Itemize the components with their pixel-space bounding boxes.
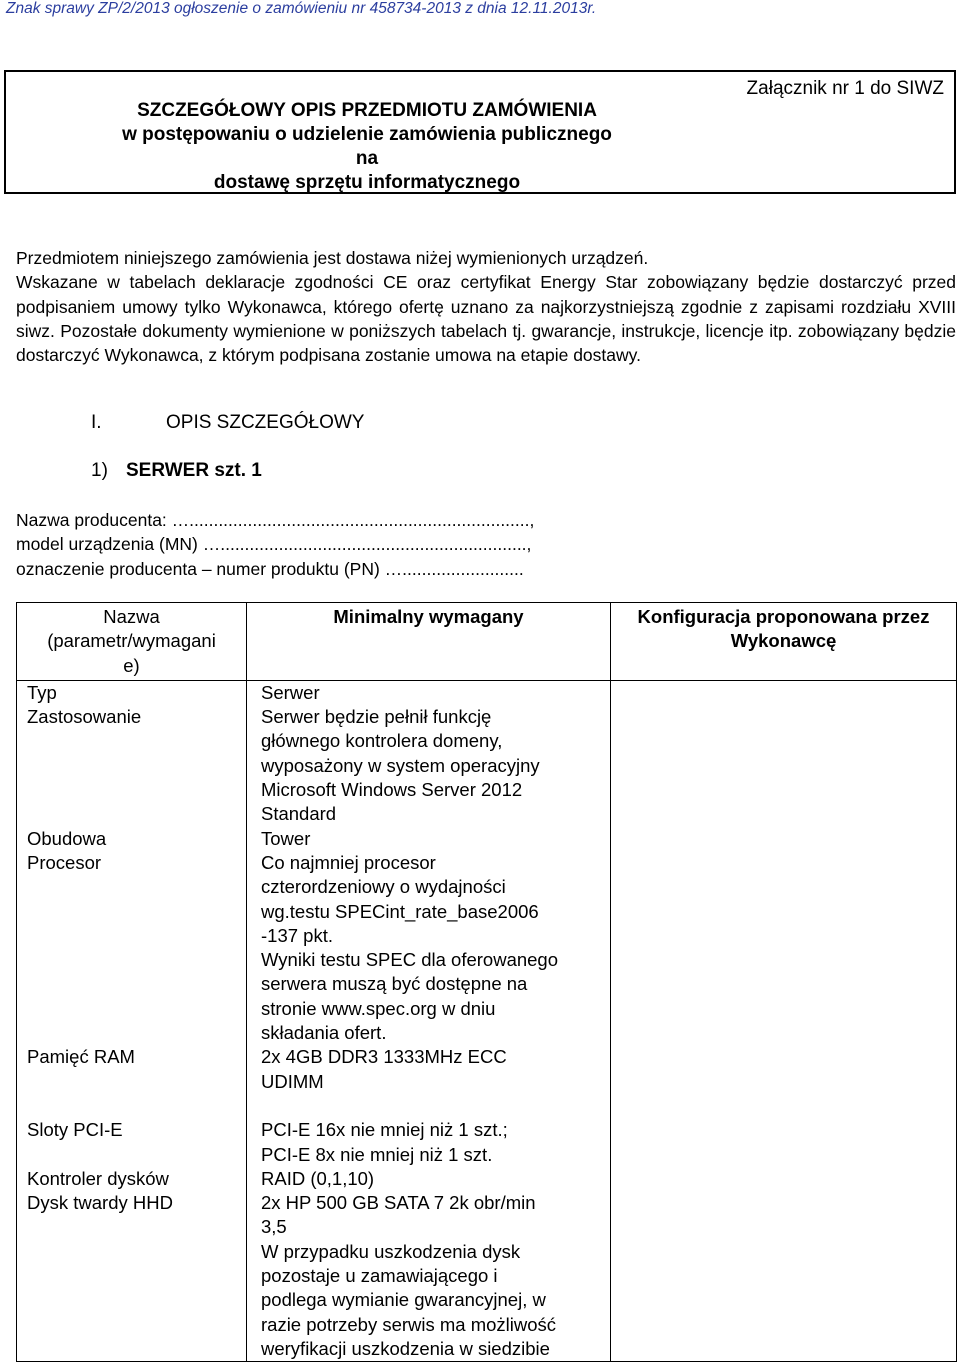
annex-label: Załącznik nr 1 do SIWZ xyxy=(746,78,944,99)
requirement-line: czterordzeniowy o wydajności xyxy=(261,876,506,898)
header-line: Konfiguracja proponowana przez xyxy=(637,606,930,627)
item-number: 1) xyxy=(91,460,108,481)
case-reference-note: Znak sprawy ZP/2/2013 ogłoszenie o zamówieniu nr 458734-2013 z dnia 12.11.2013r. xyxy=(6,0,597,17)
requirement-line: wg.testu SPECint_rate_base2006 xyxy=(261,900,539,922)
intro-paragraph: Wskazane w tabelach deklaracje zgodności CE oraz certyfikat Energy Star zobowiązany będzie dostarczyć przed podpisaniem umowy tylko Wykonawca, którego ofertę uznano za najkorzystniejszą zgodnie z zapisami rozdziału XVIII siwz. Pozostałe dokumenty wymienione w poniższych tabelach tj. gwarancje, instrukcje, licencje itp. zobowiązany będzie dostarczyć Wykonawca, z którym podpisana zostanie umowa na etapie dostawy. xyxy=(16,272,956,366)
requirement-line: 2x 4GB DDR3 1333MHz ECC xyxy=(261,1046,507,1068)
requirement-line: Co najmniej procesor xyxy=(261,851,436,873)
minimum-requirement xyxy=(247,680,611,705)
requirement-line: PCI-E 8x nie mniej niż 1 szt. xyxy=(261,1143,493,1165)
minimum-requirement xyxy=(247,705,611,826)
minimum-requirement xyxy=(247,1118,611,1167)
requirement-line: weryfikacji uszkodzenia w siedzibie xyxy=(261,1337,550,1359)
title-line: w postępowaniu o udzielenie zamówienia publicznego xyxy=(122,124,612,145)
requirement-line: UDIMM xyxy=(261,1070,324,1092)
parameter-name: Dysk twardy HHD xyxy=(17,1191,247,1362)
requirement-line: podlega wymianie gwarancyjnej, w xyxy=(261,1289,546,1311)
minimum-requirement xyxy=(247,851,611,1045)
header-line: e) xyxy=(123,654,140,676)
table-row xyxy=(17,705,957,826)
proposed-value-cell[interactable] xyxy=(611,1167,957,1191)
field-line: model urządzenia (MN) …..............................................................., xyxy=(16,534,532,555)
proposed-value-cell[interactable] xyxy=(611,1118,957,1167)
requirement-line: Standard xyxy=(261,803,337,825)
table-row xyxy=(17,851,957,1045)
intro-text xyxy=(16,246,956,367)
proposed-value-cell[interactable] xyxy=(611,851,957,1045)
requirement-line: 3,5 xyxy=(261,1216,287,1238)
requirement-line: RAID (0,1,10) xyxy=(261,1167,375,1189)
parameter-name: Typ xyxy=(17,680,247,705)
title-line: SZCZEGÓŁOWY OPIS PRZEDMIOTU ZAMÓWIENIA xyxy=(137,100,597,121)
section-title: OPIS SZCZEGÓŁOWY xyxy=(166,412,365,433)
header-line: Nazwa xyxy=(103,606,160,627)
requirement-line: Serwer będzie pełnił funkcję xyxy=(261,706,492,728)
header-proposed-config xyxy=(611,603,957,681)
requirement-line: stronie www.spec.org w dniu xyxy=(261,997,496,1019)
requirement-line: 2x HP 500 GB SATA 7 2k obr/min xyxy=(261,1192,536,1214)
table-row xyxy=(17,1167,957,1191)
proposed-value-cell[interactable] xyxy=(611,1045,957,1118)
requirement-line: składania ofert. xyxy=(261,1022,387,1044)
proposed-value-cell[interactable] xyxy=(611,680,957,705)
title-line: na xyxy=(355,148,379,169)
parameter-name: Zastosowanie xyxy=(17,705,247,826)
requirement-line: razie potrzeby serwis ma możliwość xyxy=(261,1313,557,1335)
requirement-line xyxy=(261,1094,610,1118)
header-line: Wykonawcę xyxy=(730,630,837,652)
table-row xyxy=(17,1118,957,1167)
requirement-line: wyposażony w system operacyjny xyxy=(261,754,540,776)
proposed-value-cell[interactable] xyxy=(611,827,957,851)
spec-table xyxy=(16,602,957,1362)
requirement-line: W przypadku uszkodzenia dysk xyxy=(261,1240,521,1262)
requirement-line: Wyniki testu SPEC dla oferowanego xyxy=(261,949,559,971)
title-box xyxy=(4,70,956,194)
requirement-line: pozostaje u zamawiającego i xyxy=(261,1265,498,1287)
parameter-name: Kontroler dysków xyxy=(17,1167,247,1191)
document-title xyxy=(6,99,956,195)
table-header-row xyxy=(17,603,957,681)
header-line: Minimalny wymagany xyxy=(333,606,524,627)
intro-paragraph: Przedmiotem niniejszego zamówienia jest dostawa niżej wymienionych urządzeń. xyxy=(16,248,649,268)
table-row xyxy=(17,1045,957,1118)
header-parameter xyxy=(17,603,247,681)
requirement-line: Tower xyxy=(261,827,311,849)
minimum-requirement xyxy=(247,1045,611,1118)
table-row xyxy=(17,1191,957,1362)
proposed-value-cell[interactable] xyxy=(611,705,957,826)
requirement-line: PCI-E 16x nie mniej niż 1 szt.; xyxy=(261,1119,508,1141)
minimum-requirement xyxy=(247,827,611,851)
producer-fields xyxy=(16,508,534,581)
header-minimum-required xyxy=(247,603,611,681)
parameter-name: Obudowa xyxy=(17,827,247,851)
parameter-name: Sloty PCI-E xyxy=(17,1118,247,1167)
title-line: dostawę sprzętu informatycznego xyxy=(213,172,521,193)
field-line: oznaczenie producenta – numer produktu (PN) …......................... xyxy=(16,558,524,579)
requirement-line: głównego kontrolera domeny, xyxy=(261,730,503,752)
table-row xyxy=(17,680,957,705)
requirement-line: Serwer xyxy=(261,681,320,703)
parameter-name: Pamięć RAM xyxy=(17,1045,247,1118)
section-number: I. xyxy=(91,412,102,433)
minimum-requirement xyxy=(247,1191,611,1362)
header-line: (parametr/wymagani xyxy=(47,630,216,652)
table-row xyxy=(17,827,957,851)
parameter-name: Procesor xyxy=(17,851,247,1045)
field-line: Nazwa producenta: …......................................................................, xyxy=(16,510,535,530)
item-title: SERWER szt. 1 xyxy=(126,460,262,481)
requirement-line: serwera muszą być dostępne na xyxy=(261,973,528,995)
requirement-line: -137 pkt. xyxy=(261,924,333,946)
minimum-requirement xyxy=(247,1167,611,1191)
requirement-line: Microsoft Windows Server 2012 xyxy=(261,779,523,801)
proposed-value-cell[interactable] xyxy=(611,1191,957,1362)
